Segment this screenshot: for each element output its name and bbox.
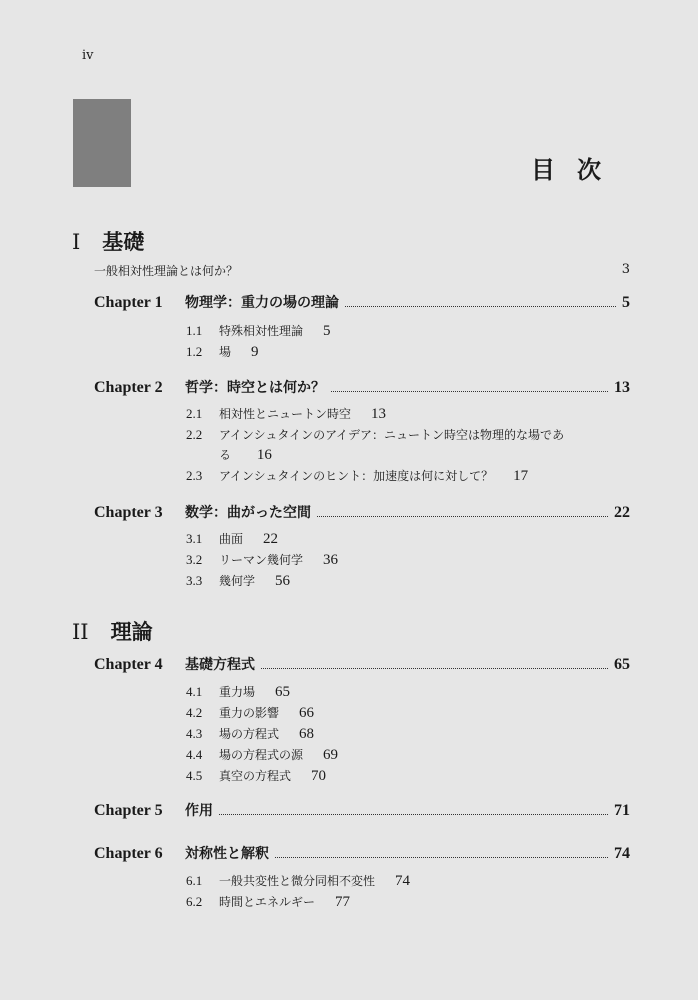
dot-leader	[275, 857, 608, 858]
toc-section[interactable]	[186, 572, 290, 590]
toc-section[interactable]	[186, 467, 528, 485]
toc-chapter[interactable]	[94, 292, 630, 312]
chapter-page: 65	[614, 656, 630, 673]
part-heading	[72, 616, 153, 646]
part-number: I	[72, 230, 81, 254]
toc-section[interactable]	[186, 767, 326, 785]
section-number: 1.1	[186, 323, 203, 338]
section-page: 69	[323, 747, 339, 763]
section-number: 4.3	[186, 726, 203, 741]
toc-section[interactable]	[186, 683, 290, 701]
chapter-title: 基礎方程式	[185, 657, 255, 673]
part-title: 基礎	[102, 230, 145, 254]
section-page: 36	[323, 552, 339, 568]
chapter-label: Chapter 2	[94, 379, 163, 396]
section-title: 相対性とニュートン時空	[219, 407, 352, 421]
section-page: 17	[513, 468, 529, 484]
section-page: 66	[299, 705, 315, 721]
toc-chapter[interactable]	[94, 800, 630, 820]
chapter-title: 作用	[185, 803, 213, 819]
dot-leader	[345, 306, 616, 307]
section-page: 5	[323, 323, 331, 339]
chapter-page: 5	[622, 294, 630, 311]
part-heading	[72, 226, 144, 256]
intro-page: 3	[621, 262, 630, 277]
dot-leader	[219, 814, 608, 815]
toc-chapter[interactable]	[94, 502, 630, 522]
section-number: 2.3	[186, 468, 203, 483]
chapter-label: Chapter 4	[94, 656, 163, 673]
section-number: 4.1	[186, 684, 203, 699]
section-title-continuation: る	[219, 448, 232, 462]
section-page: 65	[275, 684, 291, 700]
chapter-label: Chapter 1	[94, 294, 163, 311]
section-number: 6.2	[186, 894, 203, 909]
section-page: 9	[251, 344, 259, 360]
section-page: 16	[256, 447, 272, 463]
part-number: II	[72, 620, 89, 644]
dot-leader	[331, 391, 608, 392]
toc-section[interactable]	[186, 872, 410, 890]
section-number: 3.1	[186, 531, 203, 546]
gray-block	[73, 99, 131, 187]
section-number: 4.4	[186, 747, 203, 762]
section-title: リーマン幾何学	[219, 553, 304, 567]
section-page: 70	[311, 768, 327, 784]
section-title: 場の方程式	[219, 727, 280, 741]
toc-chapter[interactable]	[94, 654, 630, 674]
section-page: 22	[263, 531, 279, 547]
chapter-title: 哲学：時空とは何か？	[185, 380, 325, 396]
section-page: 74	[395, 873, 411, 889]
chapter-page: 13	[614, 379, 630, 396]
dot-leader	[261, 668, 608, 669]
section-page: 56	[275, 573, 291, 589]
section-title: 場	[219, 345, 232, 359]
chapter-page: 22	[614, 504, 630, 521]
chapter-title: 対称性と解釈	[185, 846, 269, 862]
toc-chapter[interactable]	[94, 377, 630, 397]
section-title: 重力場	[219, 685, 256, 699]
toc-section[interactable]	[186, 551, 338, 569]
toc-section[interactable]	[186, 746, 338, 764]
section-title: アインシュタインのヒント：加速度は何に対して？	[219, 469, 494, 483]
toc-section[interactable]	[186, 530, 278, 548]
chapter-title: 数学：曲がった空間	[185, 505, 311, 521]
section-title: 真空の方程式	[219, 769, 292, 783]
toc-section[interactable]	[186, 405, 386, 423]
chapter-title: 物理学：重力の場の理論	[185, 295, 339, 311]
section-title: 曲面	[219, 532, 244, 546]
section-title: 場の方程式の源	[219, 748, 304, 762]
toc-section[interactable]	[186, 893, 350, 911]
toc-section[interactable]	[186, 426, 564, 443]
chapter-page: 71	[614, 802, 630, 819]
section-number: 3.3	[186, 573, 203, 588]
section-number: 2.2	[186, 427, 203, 442]
toc-section[interactable]	[186, 343, 259, 361]
section-page: 13	[371, 406, 387, 422]
section-title: 一般共変性と微分同相不変性	[219, 874, 376, 888]
section-page: 68	[299, 726, 315, 742]
section-number: 4.2	[186, 705, 203, 720]
toc-section[interactable]	[186, 725, 314, 743]
section-number: 1.2	[186, 344, 203, 359]
intro-entry[interactable]	[94, 262, 630, 279]
toc-section[interactable]	[186, 704, 314, 722]
page-number: iv	[82, 48, 94, 63]
toc-chapter[interactable]	[94, 843, 630, 863]
dot-leader	[317, 516, 608, 517]
section-number: 3.2	[186, 552, 203, 567]
section-number: 2.1	[186, 406, 203, 421]
chapter-label: Chapter 5	[94, 802, 163, 819]
intro-title: 一般相対性理論とは何か？	[94, 264, 239, 278]
section-title: 重力の影響	[219, 706, 280, 720]
section-title: 幾何学	[219, 574, 256, 588]
section-number: 4.5	[186, 768, 203, 783]
chapter-label: Chapter 3	[94, 504, 163, 521]
part-title: 理論	[110, 620, 153, 644]
section-page: 77	[335, 894, 351, 910]
chapter-page: 74	[614, 845, 630, 862]
toc-section-continuation[interactable]	[219, 446, 272, 464]
section-title: 特殊相対性理論	[219, 324, 304, 338]
section-number: 6.1	[186, 873, 203, 888]
section-title: 時間とエネルギー	[219, 895, 316, 909]
section-title: アインシュタインのアイデア：ニュートン時空は物理的な場であ	[219, 428, 565, 442]
chapter-label: Chapter 6	[94, 845, 163, 862]
toc-section[interactable]	[186, 322, 331, 340]
toc-title: 目次	[531, 156, 623, 184]
